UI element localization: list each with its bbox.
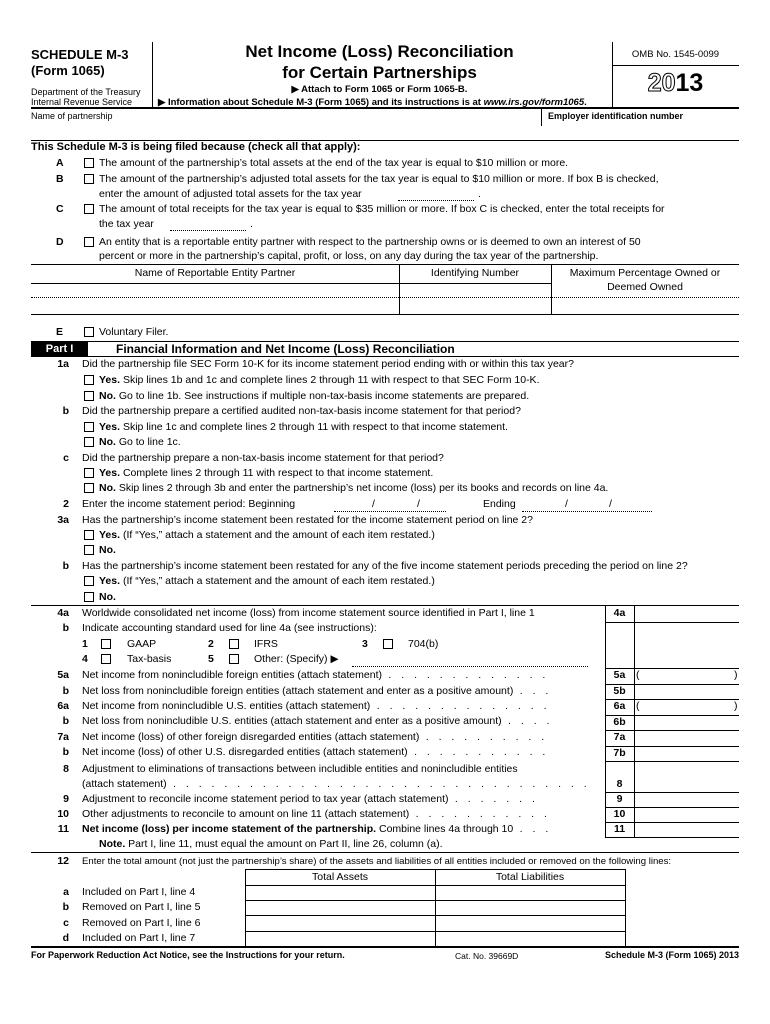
line-e-text: Voluntary Filer. [99,326,169,338]
box-9-label: 9 [616,793,623,805]
line-3a-num: 3a [57,514,69,526]
std-704b: 704(b) [408,638,439,650]
total-receipts-field[interactable] [170,230,246,231]
liabilities-12d-field[interactable] [436,932,624,945]
checkbox-3a-yes[interactable] [84,530,94,540]
amount-8-field[interactable] [635,778,739,792]
line-b-period: . [478,188,481,200]
date-slash: / [565,498,568,510]
line-1a-num: 1a [57,358,69,370]
line-4b-text: Indicate accounting standard used for line 4a (see instructions): [82,622,377,634]
std-3-num: 3 [362,638,368,650]
line-4b-num: b [62,622,69,634]
partnership-name-label: Name of partnership [31,111,113,121]
paren-close-6a: ) [734,700,738,712]
assets-12d-field[interactable] [246,932,434,945]
tax-year [612,68,739,98]
col-total-assets: Total Assets [311,871,369,883]
form-label: (Form 1065) [31,63,105,78]
line-6a-num: 6a [57,700,69,712]
amount-5b-field[interactable] [635,685,739,699]
line-10-text: Other adjustments to reconcile to amount on line 11 (attach statement) . . . . . . . . . . . [82,808,551,820]
line-3b-num: b [62,560,69,572]
line-1a-text: Did the partnership file SEC Form 10-K for its income statement period ending with or within this tax year? [82,358,574,370]
col-total-liabilities: Total Liabilities [495,871,565,883]
line-6b-num: b [62,715,69,727]
line-3a-yes: Yes. (If “Yes,” attach a statement and the amount of each item restated.) [99,529,435,541]
box-6b-label: 6b [613,716,626,728]
box-7a-label: 7a [613,731,626,743]
checkbox-ifrs[interactable] [229,639,239,649]
checkbox-c[interactable] [84,204,94,214]
std-4-num: 4 [82,653,88,665]
line-1a-yes: Yes. Skip lines 1b and 1c and complete lines 2 through 11 with respect to that SEC Form 10-K. [99,374,540,386]
line-12a-letter: a [63,886,69,898]
attach-instruction: ▶ Attach to Form 1065 or Form 1065-B. [291,84,468,95]
line-12d-letter: d [62,932,69,944]
irs-label: Internal Revenue Service [31,97,133,107]
liabilities-12a-field[interactable] [436,886,624,899]
line-5a-text: Net income from nonincludible foreign entities (attach statement) . . . . . . . . . . . . . [82,669,549,681]
line-8-text2: (attach statement) . . . . . . . . . . . . . . . . . . . . . . . . . . . . . . . . . [82,778,591,790]
date-slash: / [372,498,375,510]
line-7b-num: b [62,746,69,758]
period-beginning-field[interactable] [334,511,446,512]
checkbox-1a-yes[interactable] [84,375,94,385]
box-10-label: 10 [613,808,626,820]
amount-6a-field[interactable] [642,700,732,714]
line-11-num: 11 [57,823,69,835]
amount-7a-field[interactable] [635,731,739,745]
line-12c-letter: c [63,917,69,929]
line-3b-no: No. [99,591,116,603]
line-c-text1: The amount of total receipts for the tax year is equal to $35 million or more. If box C is checked, enter the total receipts for [99,203,665,215]
line-d-letter: D [56,236,64,248]
box-8-label: 8 [616,778,623,790]
entity-row[interactable] [31,298,739,313]
std-5-num: 5 [208,653,214,665]
line-a-text: The amount of the partnership’s total assets at the end of the tax year is equal to $10 million or more. [99,157,569,169]
line-c-period: . [250,218,253,230]
std-gaap: GAAP [127,638,157,650]
line-5a-num: 5a [57,669,69,681]
line-12b-text: Removed on Part I, line 5 [82,901,201,913]
line-5b-text: Net loss from nonincludible foreign entities (attach statement and enter as a positive amount) . . . [82,685,552,697]
line-1c-num: c [63,452,69,464]
paren-open-6a: ( [636,700,640,712]
line-1b-text: Did the partnership prepare a certified audited non-tax-basis income statement for that period? [82,405,521,417]
liabilities-12c-field[interactable] [436,916,624,930]
line-7a-num: 7a [57,731,69,743]
checkbox-1c-no[interactable] [84,483,94,493]
checkbox-3b-no[interactable] [84,592,94,602]
checkbox-1c-yes[interactable] [84,468,94,478]
box-6a-label: 6a [613,700,626,712]
assets-12c-field[interactable] [246,916,434,930]
line-12d-text: Included on Part I, line 7 [82,932,196,944]
line-1b-num: b [62,405,69,417]
omb-number: OMB No. 1545-0099 [631,49,720,60]
col-max-percentage: Maximum Percentage Owned or [569,267,721,279]
assets-12a-field[interactable] [246,886,434,899]
line-5b-num: b [62,685,69,697]
dept-label: Department of the Treasury [31,87,141,97]
period-ending-field[interactable] [522,511,652,512]
amount-4a-field[interactable] [635,606,739,622]
amount-9-field[interactable] [635,793,739,807]
line-1c-yes: Yes. Complete lines 2 through 11 with respect to that income statement. [99,467,434,479]
amount-6b-field[interactable] [635,716,739,730]
box-4a-label: 4a [613,607,626,619]
line-d-text2: percent or more in the partnership’s capital, profit, or loss, on any day during the tax year of the partnership. [99,250,599,262]
entity-row[interactable] [31,284,739,297]
std-other: Other: (Specify) ▶ [254,653,339,665]
line-9-num: 9 [63,793,69,805]
line-2-text: Enter the income statement period: Beginning [82,498,296,510]
line-1b-no: No. Go to line 1c. [99,436,181,448]
line-9-text: Adjustment to reconcile income statement period to tax year (attach statement) . . . . . . . [82,793,539,805]
line-3a-text: Has the partnership’s income statement been restated for the income statement period on line 2? [82,514,533,526]
info-suffix: . [584,97,587,108]
line-e-letter: E [56,326,64,338]
date-slash: / [417,498,420,510]
ein-label: Employer identification number [548,111,684,121]
line-6a-text: Net income from nonincludible U.S. entities (attach statement) . . . . . . . . . . . . . . [82,700,550,712]
line-11-text: Net income (loss) per income statement of the partnership. Combine lines 4a through 10 . . . [82,823,552,835]
checkbox-e[interactable] [84,327,94,337]
checkbox-3b-yes[interactable] [84,576,94,586]
info-url[interactable]: www.irs.gov/form1065 [483,97,585,108]
line-1c-no: No. Skip lines 2 through 3b and enter the partnership’s net income (loss) per its books and records on line 4a. [99,482,609,494]
col-identifying-number: Identifying Number [430,267,520,279]
part-title: Financial Information and Net Income (Loss) Reconciliation [116,342,455,356]
checkbox-1b-no[interactable] [84,437,94,447]
line-6b-text: Net loss from nonincludible U.S. entities (attach statement and enter as a positive amount) . . . . [82,715,553,727]
checkbox-gaap[interactable] [101,639,111,649]
line-3a-no: No. [99,544,116,556]
checkbox-3a-no[interactable] [84,545,94,555]
line-12-text: Enter the total amount (not just the partnership’s share) of the assets and liabilities of all entities included or removed on the following lines: [82,856,672,867]
checkbox-d[interactable] [84,237,94,247]
date-slash: / [609,498,612,510]
line-3b-text: Has the partnership’s income statement been restated for any of the five income statement periods preceding the period on line 2? [82,560,688,572]
amount-11-field[interactable] [635,823,739,837]
checkbox-b[interactable] [84,174,94,184]
line-1c-text: Did the partnership prepare a non-tax-basis income statement for that period? [82,452,444,464]
line-12-num: 12 [57,855,69,867]
std-tax-basis: Tax-basis [127,653,172,665]
paren-open-5a: ( [636,669,640,681]
std-ifrs: IFRS [254,638,278,650]
line-b-letter: B [56,173,64,185]
line-b-text2: enter the amount of adjusted total assets for the tax year [99,188,362,200]
box-11-label: 11 [613,823,626,835]
part-tag: Part I [31,342,88,356]
std-2-num: 2 [208,638,214,650]
line-4a-text: Worldwide consolidated net income (loss) from income statement source identified in Part I, line 1 [82,607,535,619]
partnership-name-field[interactable] [31,122,539,140]
tax-year-outline: 20 [647,69,676,97]
other-specify-field[interactable] [352,666,588,667]
line-a-letter: A [56,157,64,169]
amount-7b-field[interactable] [635,747,739,761]
footer-form-name: Schedule M-3 (Form 1065) 2013 [604,950,739,960]
line-7b-text: Net income (loss) of other U.S. disregarded entities (attach statement) . . . . . . . . . . . [82,746,549,758]
line-c-letter: C [56,203,64,215]
schedule-label: SCHEDULE M-3 [31,47,129,62]
checkbox-tax-basis[interactable] [101,654,111,664]
paren-close-5a: ) [734,669,738,681]
line-10-num: 10 [57,808,69,820]
line-7a-text: Net income (loss) of other foreign disregarded entities (attach statement) . . . . . . . . . . [82,731,548,743]
line-12b-letter: b [62,901,69,913]
adjusted-assets-field[interactable] [398,200,474,201]
line-12a-text: Included on Part I, line 4 [82,886,196,898]
line-d-text1: An entity that is a reportable entity partner with respect to the partnership owns or is deemed to own an interest of 50 [99,236,641,248]
checkbox-704b[interactable] [383,639,393,649]
box-5a-label: 5a [613,669,626,681]
filing-intro: This Schedule M-3 is being filed because (check all that apply): [31,141,361,153]
checkbox-other[interactable] [229,654,239,664]
footer-cat-number: Cat. No. 39669D [455,951,519,961]
info-prefix: ▶ Information about Schedule M-3 (Form 1065) and its instructions is at [158,97,484,108]
line-2-num: 2 [63,498,69,510]
line-c-text2: the tax year [99,218,154,230]
line-4a-num: 4a [57,607,69,619]
line-b-text1: The amount of the partnership’s adjusted total assets for the tax year is equal to $10 million or more. If box B is checked, [99,173,659,185]
tax-year-solid: 13 [675,69,704,97]
assets-12b-field[interactable] [246,901,434,914]
line-3b-yes: Yes. (If “Yes,” attach a statement and the amount of each item restated.) [99,575,435,587]
liabilities-12b-field[interactable] [436,901,624,914]
footer-paperwork-notice: For Paperwork Reduction Act Notice, see the Instructions for your return. [31,950,345,960]
checkbox-1b-yes[interactable] [84,422,94,432]
checkbox-1a-no[interactable] [84,391,94,401]
form-title-line2: for Certain Partnerships [282,63,477,82]
col-entity-name: Name of Reportable Entity Partner [134,267,296,279]
checkbox-a[interactable] [84,158,94,168]
line-1b-yes: Yes. Skip line 1c and complete lines 2 through 11 with respect to that income statement. [99,421,508,433]
box-5b-label: 5b [613,685,626,697]
line-8-num: 8 [63,763,69,775]
col-deemed-owned: Deemed Owned [607,281,683,293]
ein-field[interactable] [542,122,739,140]
std-1-num: 1 [82,638,88,650]
amount-10-field[interactable] [635,808,739,822]
line-1a-no: No. Go to line 1b. See instructions if multiple non-tax-basis income statements are prepared. [99,390,530,402]
form-title-line1: Net Income (Loss) Reconciliation [245,42,514,61]
ending-label: Ending [483,498,516,510]
line-8-text1: Adjustment to eliminations of transactions between includible entities and nonincludible entities [82,764,518,775]
line-12c-text: Removed on Part I, line 6 [82,917,201,929]
amount-5a-field[interactable] [642,669,732,683]
box-7b-label: 7b [613,747,626,759]
line-11-note: Note. Part I, line 11, must equal the amount on Part II, line 26, column (a). [99,838,443,850]
